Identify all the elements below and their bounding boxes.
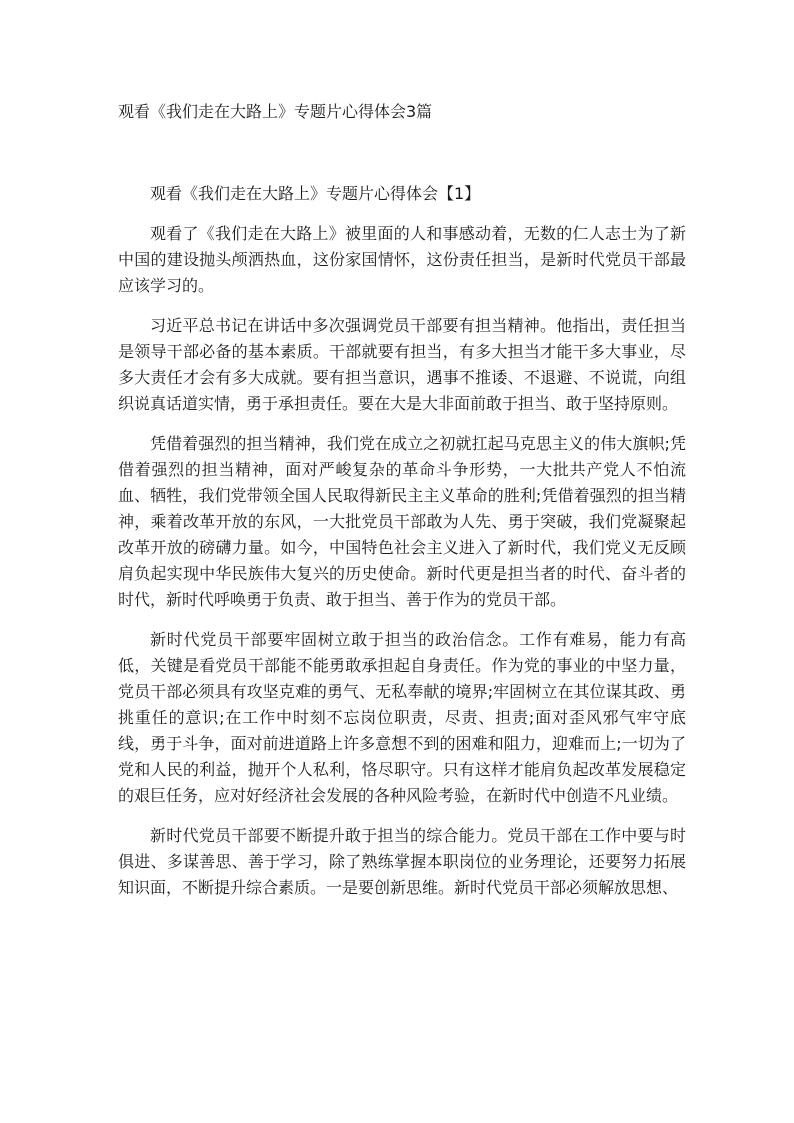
section-heading: 观看《我们走在大路上》专题片心得体会【1】: [150, 184, 481, 203]
paragraph: 习近平总书记在讲话中多次强调党员干部要有担当精神。他指出，责任担当是领导干部必备的基本素质。干部就要有担当，有多大担当才能干多大事业，尽多大责任才会有多大成就。要有担当意识，遇事不推诿、不退避、不说谎，向组织说真话道实情，勇于承担责任。要在大是大非面前敢于担当、敢于坚持原则。: [118, 316, 686, 413]
paragraph: 凭借着强烈的担当精神，我们党在成立之初就扛起马克思主义的伟大旗帜;凭借着强烈的担当精神，面对严峻复杂的革命斗争形势，一大批共产党人不怕流血、牺牲，我们党带领全国人民取得新民主主义革命的胜利;凭借着强烈的担当精神，乘着改革开放的东风，一大批党员干部敢为人先、勇于突破，我们党凝聚起改革开放的磅礴力量。如今，中国特色社会主义进入了新时代，我们党义无反顾肩负起实现中华民族伟大复兴的历史使命。新时代更是担当者的时代、奋斗者的时代，新时代呼唤勇于负责、敢于担当、善于作为的党员干部。: [118, 434, 686, 609]
document-title: 观看《我们走在大路上》专题片心得体会3篇: [118, 102, 433, 121]
paragraph: 观看了《我们走在大路上》被里面的人和事感动着，无数的仁人志士为了新中国的建设抛头颅洒热血，这份家国情怀，这份责任担当，是新时代党员干部最应该学习的。: [118, 224, 686, 295]
paragraph: 新时代党员干部要不断提升敢于担当的综合能力。党员干部在工作中要与时俱进、多谋善思、善于学习，除了熟练掌握本职岗位的业务理论，还要努力拓展知识面，不断提升综合素质。一是要创新思维。新时代党员干部必须解放思想、: [118, 826, 686, 897]
document-body: [118, 182, 686, 901]
paragraph: 新时代党员干部要牢固树立敢于担当的政治信念。工作有难易，能力有高低，关键是看党员干部能不能勇敢承担起自身责任。作为党的事业的中坚力量，党员干部必须具有攻坚克难的勇气、无私奉献的境界;牢固树立在其位谋其政、勇挑重任的意识;在工作中时刻不忘岗位职责，尽责、担责;面对歪风邪气牢守底线，勇于斗争，面对前进道路上许多意想不到的困难和阻力，迎难而上;一切为了党和人民的利益，抛开个人私利，恪尽职守。只有这样才能肩负起改革发展稳定的艰巨任务，应对好经济社会发展的各种风险考验，在新时代中创造不凡业绩。: [118, 630, 686, 805]
